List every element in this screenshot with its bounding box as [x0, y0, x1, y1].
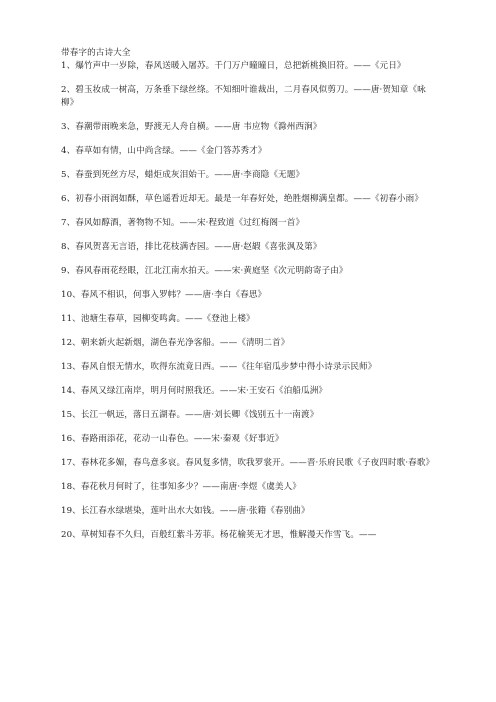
poem-item: 14、春风又绿江南岸，明月何时照我还。——宋·王安石《泊船瓜洲》 — [61, 386, 328, 396]
poem-item: 9、春风春雨花经眼，江北江南水拍天。——宋·黄庭坚《次元明韵寄子由》 — [61, 266, 348, 276]
document-body — [61, 47, 436, 553]
poem-item: 17、春林花多媚，春鸟意多哀。春风复多情，吹我罗裳开。——晋·乐府民歌《子夜四时歌·春歌》 — [61, 458, 435, 468]
poem-item: 13、春风自恨无情水，吹得东流竟日西。——《往年宿瓜步梦中得小诗录示民师》 — [61, 362, 377, 372]
poem-item: 15、长江一帆远，落日五湖春。——唐·刘长卿《饯别五十一南渡》 — [61, 410, 319, 420]
poem-item: 12、朝来新火起新烟，湖色春光净客船。——《清明二首》 — [61, 338, 290, 348]
poem-item: 18、春花秋月何时了，往事知多少？——南唐·李煜《虞美人》 — [61, 482, 302, 492]
poem-item: 7、春风如醇酒，著物物不知。——宋·程致道《过红梅阁一首》 — [61, 218, 305, 228]
poem-item: 3、春潮带雨晚来急，野渡无人舟自横。——唐 韦应物《滁州西涧》 — [61, 122, 322, 132]
poem-item: 16、春路雨添花，花动一山春色。——宋·秦观《好事近》 — [61, 434, 284, 444]
poem-item: 8、春风贺喜无言语，排比花枝满杏园。——唐·赵嘏《喜张沨及第》 — [61, 242, 322, 252]
poem-item: 11、池塘生春草，园柳变鸣禽。——《登池上楼》 — [61, 314, 255, 324]
document-title: 带春字的古诗大全 — [61, 48, 131, 58]
poem-item: 10、春风不相识，何事入罗帏？——唐·李白《春思》 — [61, 290, 267, 300]
poem-item: 19、长江春水绿堪染，莲叶出水大如钱。——唐·张籍《春别曲》 — [61, 506, 310, 516]
poem-item: 2、碧玉妆成一树高，万条垂下绿丝绦。不知细叶谁裁出，二月春风似剪刀。——唐·贺知章《咏柳》 — [61, 85, 426, 108]
poem-item: 6、初春小雨润如酥，草色遥看近却无。最是一年春好处，绝胜烟柳满皇都。——《初春小雨》 — [61, 194, 424, 204]
poem-item: 1、爆竹声中一岁除，春风送暖入屠苏。千门万户曈曈日，总把新桃换旧符。——《元日》 — [61, 61, 406, 71]
poem-item: 4、春草如有情，山中尚含绿。——《金门答苏秀才》 — [61, 146, 267, 156]
poem-item: 20、草树知春不久归，百般红紫斗芳菲。杨花榆荚无才思，惟解漫天作雪飞。—— — [61, 530, 377, 540]
poem-item: 5、春蚕到死丝方尽，蜡炬成灰泪始干。——唐·李商隐《无题》 — [61, 170, 305, 180]
